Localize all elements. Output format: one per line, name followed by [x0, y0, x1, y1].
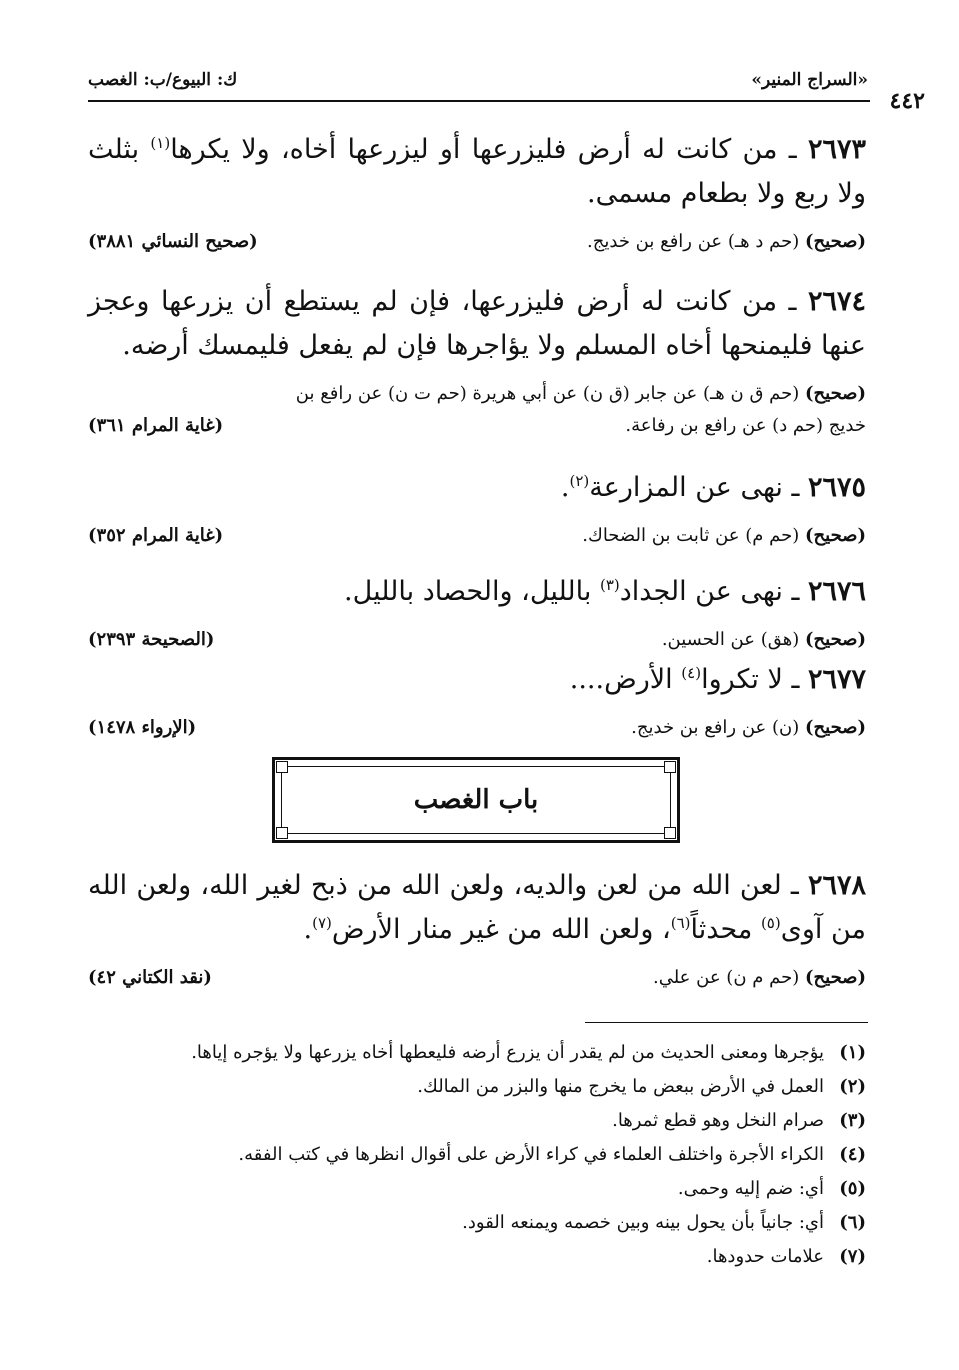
hadith-text-part: بالليل، والحصاد بالليل.	[344, 576, 592, 607]
hadith-text: ٢٦٧٥ ـ نهى عن المزارعة$^{(٢)}$.	[560, 472, 866, 503]
hadith-2676	[88, 570, 866, 656]
hadith-reference: (الإرواء ١٤٧٨)	[88, 717, 197, 738]
footnote-marker[interactable]: (٢)	[569, 472, 590, 490]
hadith-text-part: نهى عن الجداد	[619, 576, 783, 607]
book-title: «السراج المنير»	[751, 70, 868, 90]
hadith-text-part: .	[303, 914, 313, 945]
hadith-number: ٢٦٧٦	[807, 576, 866, 607]
hadith-number: ٢٦٧٣	[807, 134, 866, 165]
hadith-number: ٢٦٧٥	[807, 472, 866, 503]
hadith-text-part: من كانت له أرض فليزرعها أو ليزرعها أخاه، ولا يكرها	[170, 134, 778, 165]
hadith-number: ٢٦٧٧	[807, 664, 866, 695]
hadith-narration-source: (هق) عن الحسين.	[661, 629, 800, 650]
hadith-text-part: بثلث ولا ربع ولا بطعام مسمى.	[88, 134, 866, 209]
hadith-source	[88, 520, 866, 552]
hadith-text-part: نهى عن المزارعة	[589, 472, 783, 503]
footnote-number: (٦)	[839, 1212, 866, 1233]
footnote-text: علامات حدودها.	[706, 1246, 824, 1267]
hadith-reference: (غاية المرام ٣٦١)	[88, 415, 224, 436]
hadith-narration-source: (حم م ن) عن علي.	[652, 967, 800, 988]
hadith-grade: (صحيح)	[805, 967, 866, 988]
chapter-heading: باب الغصب	[413, 785, 539, 815]
footnote-text: أي: جانياً بأن يحول بينه وبين خصمه ويمنعه القود.	[462, 1212, 824, 1233]
footnote-number: (٧)	[839, 1246, 866, 1267]
footnote-marker[interactable]: (١)	[150, 134, 171, 152]
footnote-number: (١)	[839, 1042, 866, 1063]
header-rule	[88, 100, 870, 102]
footnote-text: العمل في الأرض ببعض ما يخرج منها والبزر من المالك.	[417, 1076, 824, 1097]
hadith-2678	[88, 864, 866, 994]
running-header	[88, 70, 868, 100]
hadith-number: ٢٦٧٤	[807, 286, 866, 317]
hadith-source	[88, 624, 866, 656]
hadith-text-part: لا تكروا	[701, 664, 783, 695]
hadith-text-part: من كانت له أرض فليزرعها، فإن لم يستطع أن يزرعها وعجز عنها فليمنحها أخاه المسلم ولا يؤاجرها فإن لم يفعل فليمسك أرضه.	[88, 286, 866, 361]
footnote-text: صرام النخل وهو قطع ثمرها.	[612, 1110, 824, 1131]
hadith-grade: (صحيح)	[805, 525, 866, 546]
footnote-number: (٣)	[839, 1110, 866, 1131]
hadith-text-part: ، ولعن الله من غير منار الأرض	[331, 914, 671, 945]
hadith-2675	[88, 466, 866, 552]
footnote	[90, 1240, 866, 1274]
frame-corner-ornament	[276, 827, 288, 839]
footnote	[90, 1206, 866, 1240]
chapter-heading-inner-frame	[281, 766, 671, 834]
hadith-text: ٢٦٧٧ ـ لا تكروا$^{(٤)}$ الأرض....	[569, 664, 866, 695]
hadith-reference: (غاية المرام ٣٥٢)	[88, 525, 224, 546]
footnote-text: يؤجرها ومعنى الحديث من لم يقدر أن يزرع أرضه فليعطها أخاه يزرعها ولا يؤجره إياها.	[191, 1042, 824, 1063]
hadith-text-part: الأرض....	[569, 664, 673, 695]
footnote-marker[interactable]: (٦)	[670, 914, 691, 932]
hadith-reference: (نقد الكتاني ٤٢)	[88, 967, 212, 988]
footnotes	[90, 1036, 866, 1274]
hadith-source	[88, 226, 866, 258]
footnote-marker[interactable]: (٧)	[312, 914, 332, 932]
footnote	[90, 1172, 866, 1206]
page-number: ٤٤٢	[889, 88, 925, 114]
footnote	[90, 1104, 866, 1138]
footnote-marker[interactable]: (٥)	[760, 914, 781, 932]
hadith-grade: (صحيح)	[805, 717, 866, 738]
footnote-marker[interactable]: (٣)	[599, 576, 620, 594]
frame-corner-ornament	[664, 827, 676, 839]
hadith-narration-source: (حم ق ن هـ) عن جابر (ق ن) عن أبي هريرة (حم ت ن) عن رافع بن خديج (حم د) عن رافع بن رفاعة.	[295, 383, 866, 436]
footnote-text: أي: ضم إليه وحمى.	[677, 1178, 824, 1199]
hadith-2673	[88, 128, 866, 258]
hadith-text-part: محدثاً	[690, 914, 753, 945]
frame-corner-ornament	[664, 761, 676, 773]
hadith-reference: (صحيح النسائي ٣٨٨١)	[88, 231, 258, 252]
hadith-narration-source: (حم م) عن ثابت بن الضحاك.	[582, 525, 800, 546]
hadith-number: ٢٦٧٨	[807, 870, 866, 901]
footnote-separator	[585, 1022, 868, 1023]
hadith-text-part: .	[560, 472, 570, 503]
frame-corner-ornament	[276, 761, 288, 773]
hadith-text: ٢٦٧٣ ـ من كانت له أرض فليزرعها أو ليزرعها أخاه، ولا يكرها$^{(١)}$ بثلث ولا ربع ولا بطعام مسمى.	[88, 134, 866, 209]
chapter-heading-box	[272, 757, 680, 843]
footnote-number: (٥)	[839, 1178, 866, 1199]
hadith-source	[88, 712, 866, 744]
hadith-grade: (صحيح)	[805, 629, 866, 650]
hadith-text-part: لعن الله من لعن والديه، ولعن الله من ذبح لغير الله، ولعن الله من آوى	[88, 870, 866, 945]
footnote-number: (٤)	[839, 1144, 866, 1165]
footnote	[90, 1070, 866, 1104]
footnote	[90, 1138, 866, 1172]
hadith-2677	[88, 658, 866, 744]
hadith-narration-source: (ن) عن رافع بن خديج.	[631, 717, 800, 738]
footnote-text: الكراء الأجرة واختلف العلماء في كراء الأرض على أقوال انظرها في كتب الفقه.	[238, 1144, 824, 1165]
hadith-grade: (صحيح)	[805, 231, 866, 252]
hadith-text: ٢٦٧٨ ـ لعن الله من لعن والديه، ولعن الله من ذبح لغير الله، ولعن الله من آوى$^{(٥)}$ محدثاً$^{(٦)}$، ولعن الله من غير منار الأرض$^{(٧)}$.	[88, 870, 866, 945]
footnote-marker[interactable]: (٤)	[681, 664, 702, 682]
hadith-reference: (الصحيحة ٢٣٩٣)	[88, 629, 215, 650]
hadith-2674	[88, 280, 866, 442]
hadith-source	[88, 962, 866, 994]
hadith-text: ٢٦٧٤ ـ من كانت له أرض فليزرعها، فإن لم يستطع أن يزرعها وعجز عنها فليمنحها أخاه المسلم ولا يؤاجرها فإن لم يفعل فليمسك أرضه.	[88, 286, 866, 361]
hadith-source	[88, 378, 866, 442]
footnote	[90, 1036, 866, 1070]
hadith-grade: (صحيح)	[805, 383, 866, 404]
footnote-number: (٢)	[839, 1076, 866, 1097]
chapter-reference: ك: البيوع/ب: الغصب	[88, 70, 238, 90]
hadith-text: ٢٦٧٦ ـ نهى عن الجداد$^{(٣)}$ بالليل، والحصاد بالليل.	[344, 576, 866, 607]
hadith-narration-source: (حم د هـ) عن رافع بن خديج.	[587, 231, 800, 252]
